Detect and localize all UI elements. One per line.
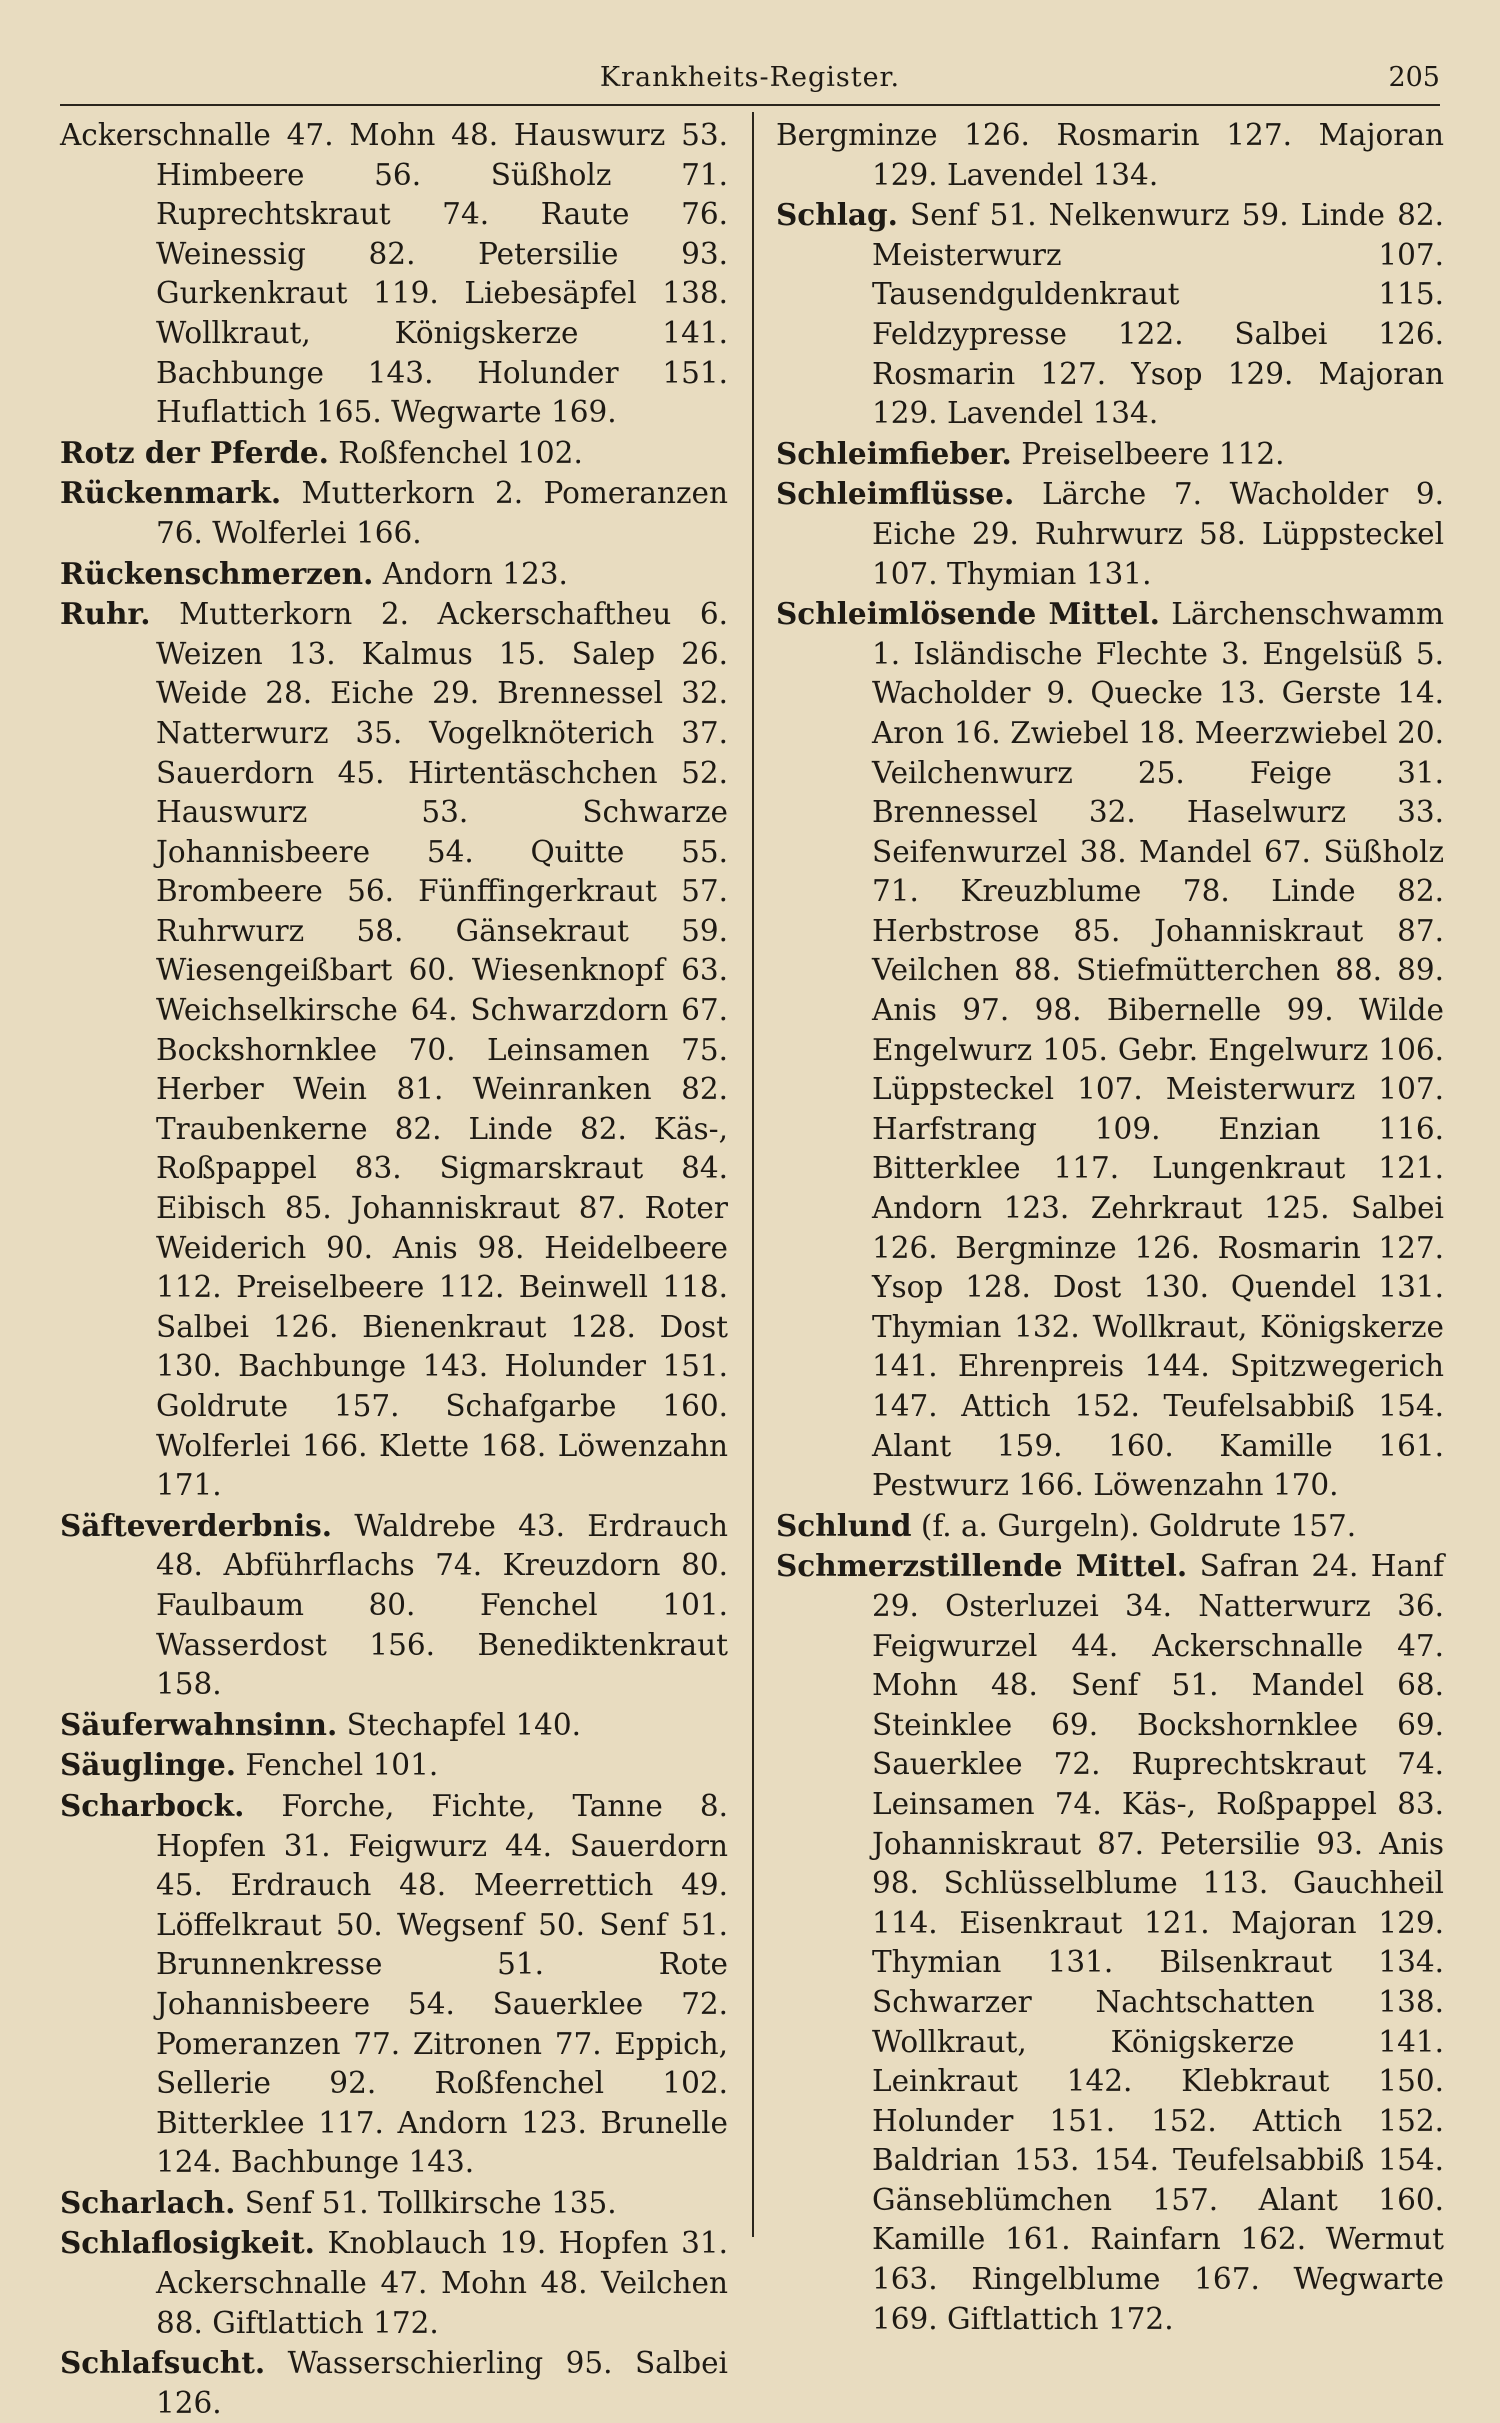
index-entry <box>776 1546 1444 2339</box>
entry-term: Ruhr. <box>60 596 151 632</box>
entry-text: Lärchenschwamm 1. Isländische Flechte 3. Engelsüß 5. Wacholder 9. Quecke 13. Gerste 14. Aron 16. Zwiebel 18. Meerzwiebel 20. Veilchenwurz 25. Feige 31. Brennessel 32. Haselwurz 33. Seifenwurzel 38. Mandel 67. Süßholz 71. Kreuzblume 78. Linde 82. Herbstrose 85. Johanniskraut 87. Veilchen 88. Stiefmütterchen 88. 89. Anis 97. 98. Bibernelle 99. Wilde Engelwurz 105. Gebr. Engelwurz 106. Lüppsteckel 107. Meisterwurz 107. Harfstrang 109. Enzian 116. Bitterklee 117. Lungenkraut 121. Andorn 123. Zehrkraut 125. Salbei 126. Bergminze 126. Rosmarin 127. Ysop 128. Dost 130. Quendel 131. Thymian 132. Wollkraut, Königskerze 141. Ehrenpreis 144. Spitzwegerich 147. Attich 152. Teufelsabbiß 154. Alant 159. 160. Kamille 161. Pestwurz 166. Löwenzahn 170. <box>872 597 1444 1503</box>
entry-text: Wasserschierling 95. Salbei 126. <box>156 2346 728 2420</box>
index-entry <box>60 1506 728 1705</box>
entry-text: Bergminze 126. Rosmarin 127. Majoran 129. Lavendel 134. <box>776 118 1444 192</box>
entry-term: Säuglinge. <box>60 1747 237 1783</box>
page-header <box>60 58 1440 106</box>
left-column <box>60 116 728 2423</box>
entry-text: Mutterkorn 2. Ackerschaftheu 6. Weizen 13. Kalmus 15. Salep 26. Weide 28. Eiche 29. Brennessel 32. Natterwurz 35. Vogelknöterich 37. Sauerdorn 45. Hirtentäschchen 52. Hauswurz 53. Schwarze Johannisbeere 54. Quitte 55. Brombeere 56. Fünffingerkraut 57. Ruhrwurz 58. Gänsekraut 59. Wiesengeißbart 60. Wiesenknopf 63. Weichselkirsche 64. Schwarzdorn 67. Bockshornklee 70. Leinsamen 75. Herber Wein 81. Weinranken 82. Traubenkerne 82. Linde 82. Käs-, Roßpappel 83. Sigmarskraut 84. Eibisch 85. Johanniskraut 87. Roter Weiderich 90. Anis 98. Heidelbeere 112. Preiselbeere 112. Beinwell 118. Salbei 126. Bienenkraut 128. Dost 130. Bachbunge 143. Holunder 151. Goldrute 157. Schafgarbe 160. Wolferlei 166. Klette 168. Löwenzahn 171. <box>156 597 728 1503</box>
entry-text: Fenchel 101. <box>245 1748 439 1783</box>
index-entry <box>60 554 728 595</box>
index-entry <box>60 2223 728 2343</box>
column-divider <box>752 112 754 2237</box>
entry-term: Rückenschmerzen. <box>60 555 374 591</box>
index-entry <box>60 2183 728 2224</box>
entry-text: Forche, Fichte, Tanne 8. Hopfen 31. Feigwurz 44. Sauerdorn 45. Erdrauch 48. Meerrettich 49. Löffelkraut 50. Wegsenf 50. Senf 51. Brunnenkresse 51. Rote Johannisbeere 54. Sauerklee 72. Pomeranzen 77. Zitronen 77. Eppich, Sellerie 92. Roßfenchel 102. Bitterklee 117. Andorn 123. Brunelle 124. Bachbunge 143. <box>156 1788 728 2180</box>
entry-text: Roßfenchel 102. <box>338 435 583 470</box>
entry-term: Schleimlösende Mittel. <box>776 596 1160 632</box>
index-entry <box>60 116 728 433</box>
right-column <box>776 116 1444 2339</box>
entry-term: Rückenmark. <box>60 475 282 511</box>
index-entry <box>776 474 1444 594</box>
index-entry <box>776 434 1444 475</box>
entry-term: Scharlach. <box>60 2184 236 2220</box>
index-entry <box>60 1745 728 1786</box>
index-entry <box>60 433 728 474</box>
entry-text: Andorn 123. <box>382 556 568 591</box>
page-number: 205 <box>1388 62 1440 93</box>
entry-text: Knoblauch 19. Hopfen 31. Ackerschnalle 47. Mohn 48. Veilchen 88. Giftlattich 172. <box>156 2226 728 2340</box>
entry-text: Ackerschnalle 47. Mohn 48. Hauswurz 53. Himbeere 56. Süßholz 71. Ruprechtskraut 74. Raute 76. Weinessig 82. Petersilie 93. Gurkenkraut 119. Liebesäpfel 138. Wollkraut, Königskerze 141. Bachbunge 143. Holunder 151. Huflattich 165. Wegwarte 169. <box>60 118 728 430</box>
entry-text: Safran 24. Hanf 29. Osterluzei 34. Natterwurz 36. Feigwurzel 44. Ackerschnalle 47. Mohn 48. Senf 51. Mandel 68. Steinklee 69. Bockshornklee 69. Sauerklee 72. Ruprechtskraut 74. Leinsamen 74. Käs-, Roßpappel 83. Johanniskraut 87. Petersilie 93. Anis 98. Schlüsselblume 113. Gauchheil 114. Eisenkraut 121. Majoran 129. Thymian 131. Bilsenkraut 134. Schwarzer Nachtschatten 138. Wollkraut, Königskerze 141. Leinkraut 142. Klebkraut 150. Holunder 151. 152. Attich 152. Baldrian 153. 154. Teufelsabbiß 154. Gänseblümchen 157. Alant 160. Kamille 161. Rainfarn 162. Wermut 163. Ringelblume 167. Wegwarte 169. Giftlattich 172. <box>872 1549 1444 2336</box>
entry-term: Rotz der Pferde. <box>60 434 329 470</box>
index-entry <box>60 594 728 1506</box>
entry-term: Schleimflüsse. <box>776 476 1015 512</box>
entry-term: Schlund <box>776 1507 912 1543</box>
entry-text: Waldrebe 43. Erdrauch 48. Abführflachs 74. Kreuzdorn 80. Faulbaum 80. Fenchel 101. Wasserdost 156. Benediktenkraut 158. <box>156 1508 728 1702</box>
entry-text: Preiselbeere 112. <box>1021 436 1285 471</box>
index-entry <box>60 1786 728 2183</box>
entry-term: Schlag. <box>776 197 898 233</box>
entry-term: Schmerzstillende Mittel. <box>776 1548 1188 1584</box>
index-entry <box>60 473 728 553</box>
index-entry <box>776 116 1444 195</box>
entry-text: Lärche 7. Wacholder 9. Eiche 29. Ruhrwurz 58. Lüppsteckel 107. Thymian 131. <box>872 477 1444 591</box>
entry-term: Säfteverderbnis. <box>60 1507 333 1543</box>
entry-term: Säuferwahnsinn. <box>60 1706 338 1742</box>
index-entry <box>776 195 1444 434</box>
entry-term: Schlaflosigkeit. <box>60 2225 315 2261</box>
index-entry <box>776 594 1444 1506</box>
index-entry <box>60 1705 728 1746</box>
entry-text: Stechapfel 140. <box>346 1707 582 1742</box>
entry-term: Schleimfieber. <box>776 435 1012 471</box>
entry-term: Schlafsucht. <box>60 2345 266 2381</box>
entry-text: Senf 51. Nelkenwurz 59. Linde 82. Meisterwurz 107. Tausendguldenkraut 115. Feldzypresse 122. Salbei 126. Rosmarin 127. Ysop 129. Majoran 129. Lavendel 134. <box>872 198 1444 431</box>
entry-text: Mutterkorn 2. Pomeranzen 76. Wolferlei 166. <box>156 476 728 550</box>
entry-term: Scharbock. <box>60 1787 245 1823</box>
index-entry <box>60 2343 728 2423</box>
index-entry <box>776 1506 1444 1547</box>
entry-text: Senf 51. Tollkirsche 135. <box>244 2185 617 2220</box>
entry-text: (f. a. Gurgeln). Goldrute 157. <box>920 1508 1357 1543</box>
running-title: Krankheits-Register. <box>599 62 901 93</box>
